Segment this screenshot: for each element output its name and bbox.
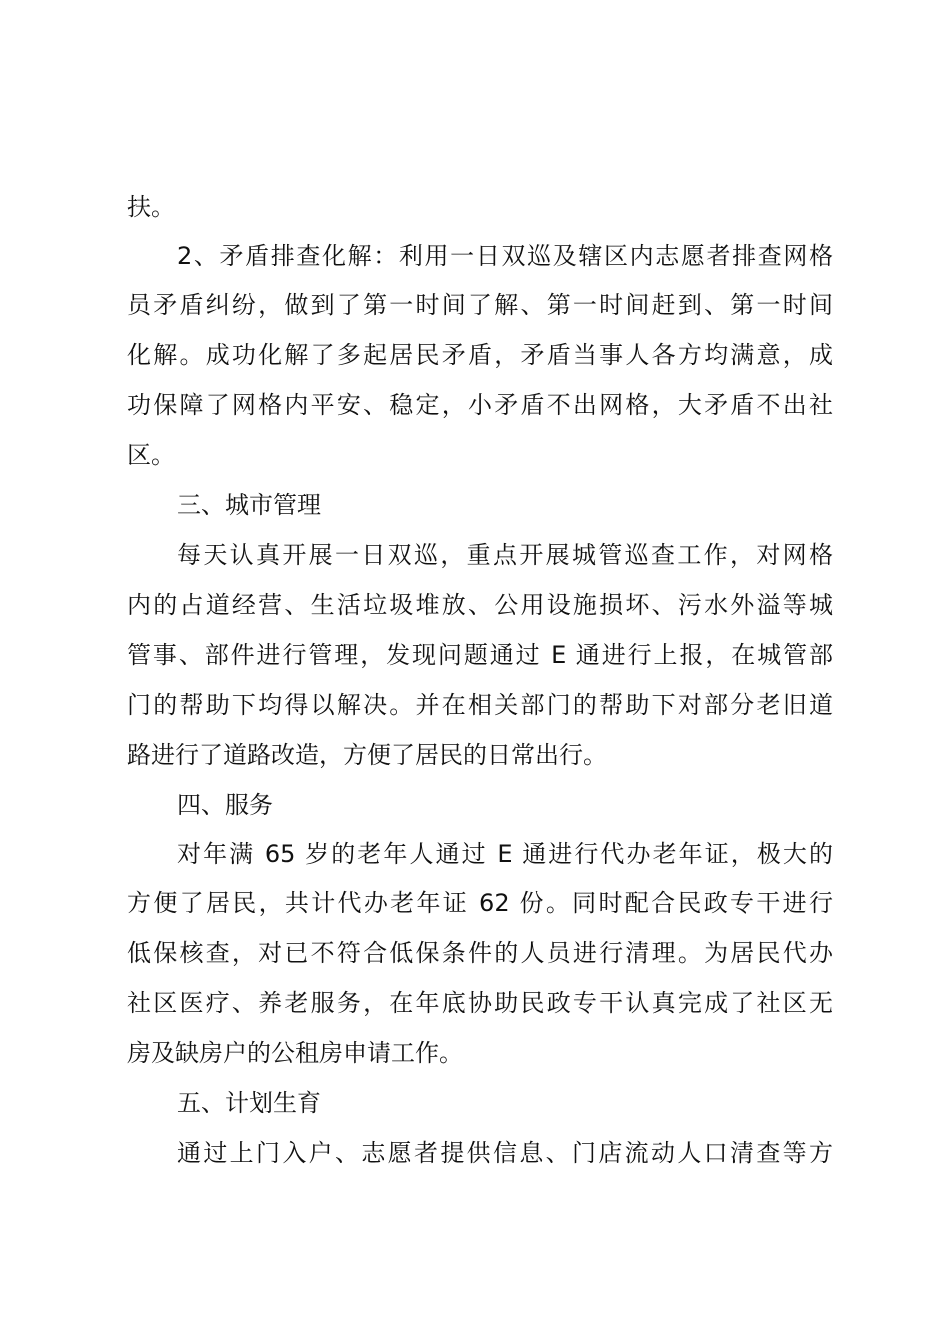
paragraph-line: 化解。成功化解了多起居民矛盾，矛盾当事人各方均满意，成 [127, 341, 833, 369]
paragraph-line: 通过上门入户、志愿者提供信息、门店流动人口清查等方 [177, 1139, 833, 1167]
section-heading: 五、计划生育 [177, 1089, 321, 1117]
paragraph-line: 门的帮助下均得以解决。并在相关部门的帮助下对部分老旧道 [127, 691, 833, 719]
paragraph-line: 区。 [127, 441, 175, 469]
paragraph-line: 低保核查，对已不符合低保条件的人员进行清理。为居民代办 [127, 939, 833, 967]
paragraph-line: 方便了居民，共计代办老年证 62 份。同时配合民政专干进行 [127, 889, 833, 917]
paragraph-line: 社区医疗、养老服务，在年底协助民政专干认真完成了社区无 [127, 989, 833, 1017]
paragraph-line: 内的占道经营、生活垃圾堆放、公用设施损坏、污水外溢等城 [127, 591, 833, 619]
paragraph-line: 管事、部件进行管理，发现问题通过 E 通进行上报，在城管部 [127, 641, 833, 669]
paragraph-line: 员矛盾纠纷，做到了第一时间了解、第一时间赶到、第一时间 [127, 291, 833, 319]
section-heading: 三、城市管理 [177, 491, 321, 519]
section-heading: 四、服务 [177, 791, 273, 819]
paragraph-line: 扶。 [127, 193, 175, 221]
paragraph-line: 2、矛盾排查化解：利用一日双巡及辖区内志愿者排查网格 [177, 242, 833, 270]
paragraph-line: 房及缺房户的公租房申请工作。 [127, 1039, 463, 1067]
paragraph-line: 功保障了网格内平安、稳定，小矛盾不出网格，大矛盾不出社 [127, 391, 833, 419]
paragraph-line: 每天认真开展一日双巡，重点开展城管巡查工作，对网格 [177, 541, 833, 569]
paragraph-line: 路进行了道路改造，方便了居民的日常出行。 [127, 741, 607, 769]
paragraph-line: 对年满 65 岁的老年人通过 E 通进行代办老年证，极大的 [177, 840, 833, 868]
